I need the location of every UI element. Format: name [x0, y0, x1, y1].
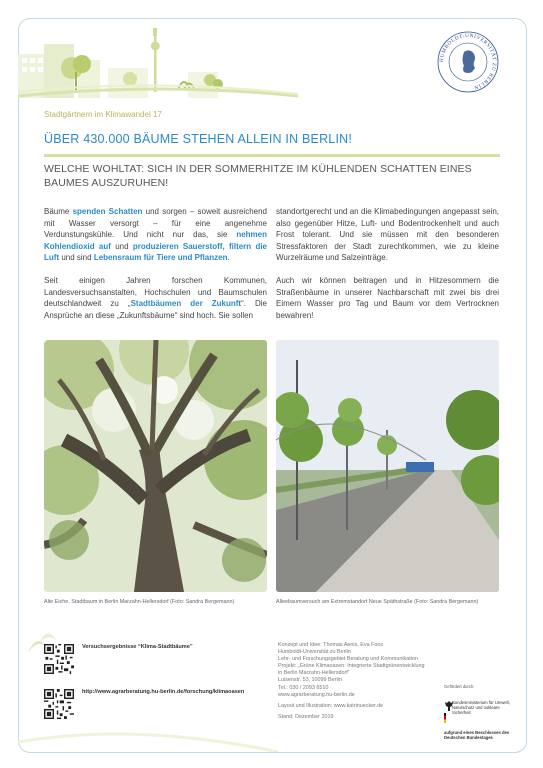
funded-by-label: Gefördert durch: — [444, 684, 475, 689]
subtitle: WELCHE WOHLTAT: SICH IN DER SOMMERHITZE IM KÜHLENDEN SCHATTEN EINES BAUMES AUSZURUHEN! — [44, 163, 472, 189]
photo-caption-right: Alleebaumversuch am Extremstandort Neue Späthstraße (Foto: Sandra Bergemann) — [276, 599, 479, 605]
paragraph-3 — [276, 206, 499, 264]
body-text: und — [110, 241, 133, 251]
body-text: Bäume — [44, 207, 73, 216]
highlight-text: spenden Schatten — [72, 207, 143, 216]
series-label: Stadtgärtnern im Klimawandel 17 — [44, 110, 162, 119]
qr-code-website[interactable] — [44, 689, 74, 719]
funding-label — [444, 684, 514, 697]
credits-line: Lehr- und Forschungsgebiet Beratung und Kommunikation — [278, 656, 418, 663]
body-text: Seit einigen Jahren forschen Kommunen, Landesversuchsanstalten, Hochschulen und Baumschulen deutschlandweit zu „ — [44, 275, 267, 309]
credits-line: Humboldt-Universität zu Berlin — [278, 649, 351, 656]
ministry-name: Bundesministerium für Umwelt, Naturschutz und nukleare Sicherheit — [452, 700, 510, 715]
german-flag-bar-icon — [444, 713, 446, 723]
credits-line: Stand: Dezember 2019 — [278, 713, 334, 720]
body-text: und sind — [59, 253, 94, 263]
credits-line: Projekt: „Grüne Klimaoasen: Integrierte Stadtgrünentwicklung — [278, 663, 425, 670]
body-text: standortgerecht und an die Klimabedingungen angepasst sein, also gegenüber Hitze, Luft- und Bodentrockenheit und auch Frost tolerant. Und sie müssen mit den besonderen Stressfaktoren der Stadt zurechtkommen, wie zu kleine Wurzelräume und Salzeinträge. — [276, 207, 499, 263]
credits-line: Tel.: 030 / 2093 6510 — [278, 684, 329, 691]
body-text: “. Die Ansprüche an diese „Zukunftsbäume“ sind hoch. Sie sollen — [44, 299, 268, 320]
qr-code-results[interactable] — [44, 644, 74, 674]
credits-line: in Berlin Marzahn-Hellersdorf“ — [278, 670, 350, 677]
website-link[interactable]: http://www.agrarberatung.hu-berlin.de/forschung/klimaoasen — [82, 689, 245, 695]
credits-block — [278, 642, 428, 721]
highlight-text: Lebensraum für Tiere und Pflanzen — [93, 253, 228, 263]
body-text: und sorgen – soweit ausreichend mit Wasser versorgt – für eine angenehme Verdunstungskühle. Und nicht nur das, sie — [44, 207, 267, 240]
paragraph-1 — [44, 206, 267, 264]
paragraph-2 — [44, 275, 267, 321]
text-column-right — [276, 206, 499, 332]
paragraph-4 — [276, 275, 499, 321]
highlight-text: nehmen Kohlendioxid auf — [44, 230, 267, 251]
credits-line: Konzept und Idee: Thomas Aenis, Eva Foos — [278, 642, 384, 648]
text-column-left — [44, 206, 267, 332]
body-text: Auch wir können beitragen und in Hitzesommern die Straßenbäume in unserer Nachbarschaft mit zwei bis drei Eimern Wasser pro Tag und Baum vor dem Vertrocknen bewahren! — [276, 275, 499, 320]
credits-line: www.agrarberatung.hu-berlin.de — [278, 691, 355, 698]
avenue-trees-photo — [276, 340, 499, 592]
oak-tree-photo — [44, 340, 267, 592]
qr-label-results: Versuchsergebnisse “Klima-Stadtbäume” — [82, 644, 193, 650]
highlight-text: Stadtbäumen der Zukunft — [130, 299, 242, 309]
photo-caption-left: Alte Eiche, Stadtbaum in Berlin Marzahn-Hellersdorf (Foto: Sandra Bergemann) — [44, 599, 235, 605]
humboldt-university-seal-icon — [436, 30, 500, 94]
page-title: ÜBER 430.000 BÄUME STEHEN ALLEIN IN BERLIN! — [44, 132, 353, 146]
seal-ring-text: HUMBOLDT-UNIVERSITÄT ZU BERLIN — [438, 32, 498, 91]
title-divider — [44, 154, 500, 157]
city-garden-illustration — [18, 24, 298, 98]
highlight-text: produzieren Sauerstoff, filtern die Luft — [44, 241, 268, 263]
credits-line: Layout und Illustration: www.katrinuecker.de — [278, 702, 384, 709]
credits-line: Luisenstr. 53, 10099 Berlin — [278, 677, 342, 684]
bundestag-note: aufgrund eines Beschlusses des Deutschen Bundestages — [444, 730, 510, 740]
body-text: . — [227, 253, 230, 263]
